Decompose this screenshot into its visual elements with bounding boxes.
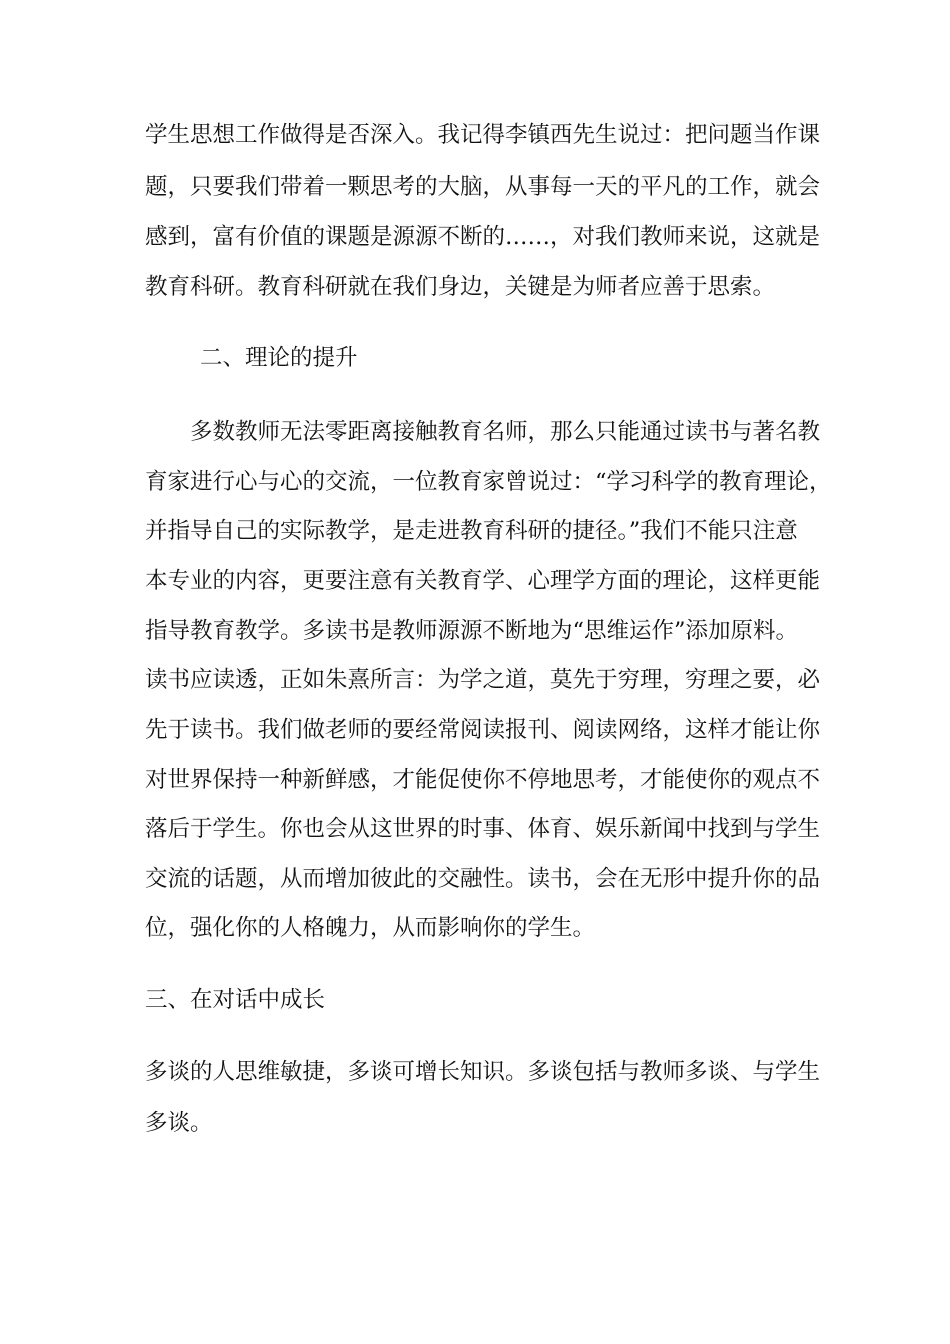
text-line: 教育科研。教育科研就在我们身边，关键是为师者应善于思索。 (145, 274, 776, 300)
text-line: 本专业的内容，更要注意有关教育学、心理学方面的理论，这样更能 (145, 568, 821, 594)
text-line: 并指导自己的实际教学，是走进教育科研的捷径。”我们不能只注意 (145, 518, 798, 544)
section-heading-2: 二、理论的提升 (200, 345, 358, 371)
text-line: 育家进行心与心的交流，一位教育家曾说过：“学习科学的教育理论， (145, 469, 832, 495)
text-line: 先于读书。我们做老师的要经常阅读报刊、阅读网络，这样才能让你 (145, 717, 821, 743)
text-line: 交流的话题，从而增加彼此的交融性。读书，会在无形中提升你的品 (145, 866, 821, 892)
text-line: 对世界保持一种新鲜感，才能促使你不停地思考，才能使你的观点不 (145, 767, 821, 793)
text-line: 多数教师无法零距离接触教育名师，那么只能通过读书与著名教 (190, 419, 821, 445)
text-line: 指导教育教学。多读书是教师源源不断地为“思维运作”添加原料。 (145, 618, 799, 644)
text-line: 学生思想工作做得是否深入。我记得李镇西先生说过：把问题当作课 (145, 122, 821, 148)
text-line: 多谈的人思维敏捷，多谈可增长知识。多谈包括与教师多谈、与学生 (145, 1059, 821, 1085)
section-heading-3: 三、在对话中成长 (145, 987, 326, 1013)
text-line: 感到，富有价值的课题是源源不断的……，对我们教师来说，这就是 (145, 224, 821, 250)
text-line: 落后于学生。你也会从这世界的时事、体育、娱乐新闻中找到与学生 (145, 816, 821, 842)
text-line: 位，强化你的人格魄力，从而影响你的学生。 (145, 915, 596, 941)
text-line: 读书应读透，正如朱熹所言：为学之道，莫先于穷理，穷理之要，必 (145, 667, 821, 693)
text-line: 题，只要我们带着一颗思考的大脑，从事每一天的平凡的工作，就会 (145, 174, 821, 200)
text-line: 多谈。 (145, 1110, 213, 1136)
